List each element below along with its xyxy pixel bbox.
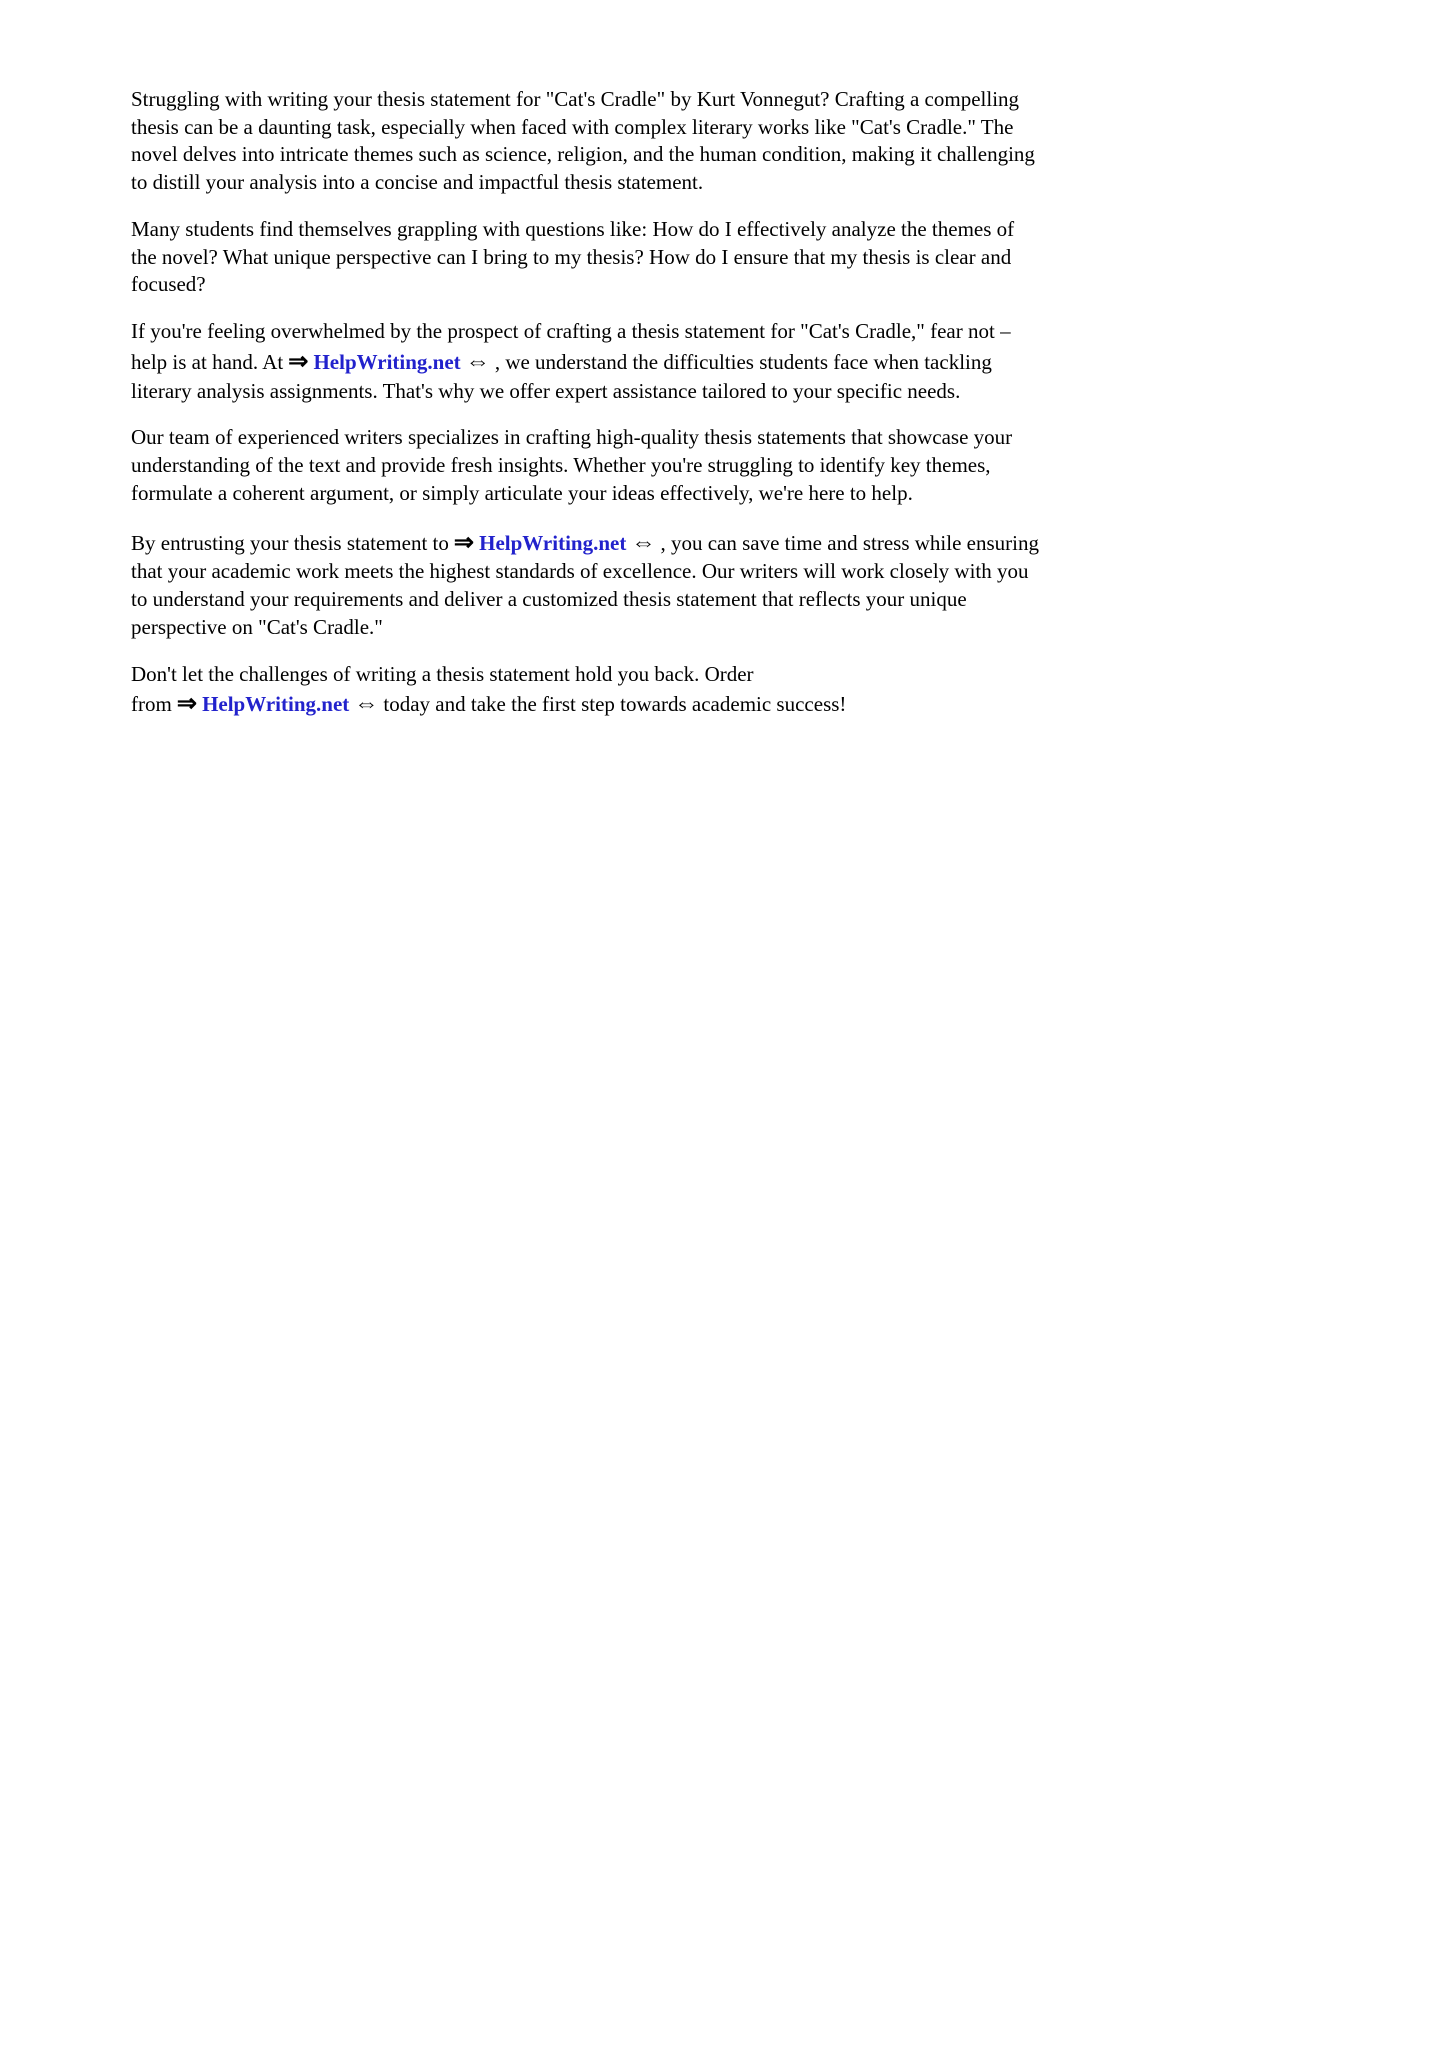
paragraph-2 (131, 216, 1043, 299)
text-run: Our team of experienced writers specializes in crafting high-quality thesis statements that showcase your understanding of the text and provide fresh insights. Whether you're struggling to identify key themes, formulate a coherent argument, or simply articulate your ideas effectively, we're here to help. (131, 425, 1013, 505)
paragraph-6 (131, 661, 1043, 721)
double-left-right-arrow-icon: ⇔ (354, 690, 379, 718)
text-run: Many students find themselves grappling with questions like: How do I effectively analyze the themes of the novel? What unique perspective can I bring to my thesis? How do I ensure that my thesis is clear and focused? (131, 216, 1015, 297)
helpwriting-link[interactable]: HelpWriting.net (479, 530, 627, 555)
double-right-arrow-icon: ⇒ (288, 347, 309, 375)
text-run: , you can save time and stress while ensuring that your academic work meets the highest standards of excellence. Our writers will work closely with you to understand your requirements and deliver a customized thesis statement that reflects your unique perspective on "Cat's Cradle." (131, 530, 1039, 639)
text-run: By entrusting your thesis statement to (131, 530, 449, 555)
paragraph-1 (131, 86, 1043, 197)
double-right-arrow-icon: ⇒ (453, 528, 475, 556)
paragraph-3 (131, 318, 1043, 405)
text-run: , we understand the difficulties students face when tackling literary analysis assignments. That's why we offer expert assistance tailored to your specific needs. (131, 349, 992, 403)
paragraph-5 (131, 527, 1043, 642)
text-run: If you're feeling overwhelmed by the prospect of crafting a thesis statement for "Cat's Cradle," fear not – help is at hand. At (131, 319, 1011, 374)
text-run: today and take the first step towards academic success! (383, 692, 847, 717)
helpwriting-link[interactable]: HelpWriting.net (202, 692, 350, 717)
helpwriting-link[interactable]: HelpWriting.net (313, 349, 461, 374)
text-run: Struggling with writing your thesis statement for "Cat's Cradle" by Kurt Vonnegut? Crafting a compelling thesis can be a daunting task, especially when faced with complex literary works like "Cat's Cradle." The novel delves into intricate themes such as science, religion, and the human condition, making it challenging to distill your analysis into a concise and impactful thesis statement. (131, 87, 1035, 195)
double-left-right-arrow-icon: ⇔ (465, 347, 490, 375)
paragraph-4 (131, 424, 1043, 507)
document-page (131, 86, 1043, 739)
double-left-right-arrow-icon: ⇔ (631, 528, 656, 556)
text-run: Don't let the challenges of writing a thesis statement hold you back. Order from (131, 661, 754, 717)
double-right-arrow-icon: ⇒ (176, 690, 198, 718)
